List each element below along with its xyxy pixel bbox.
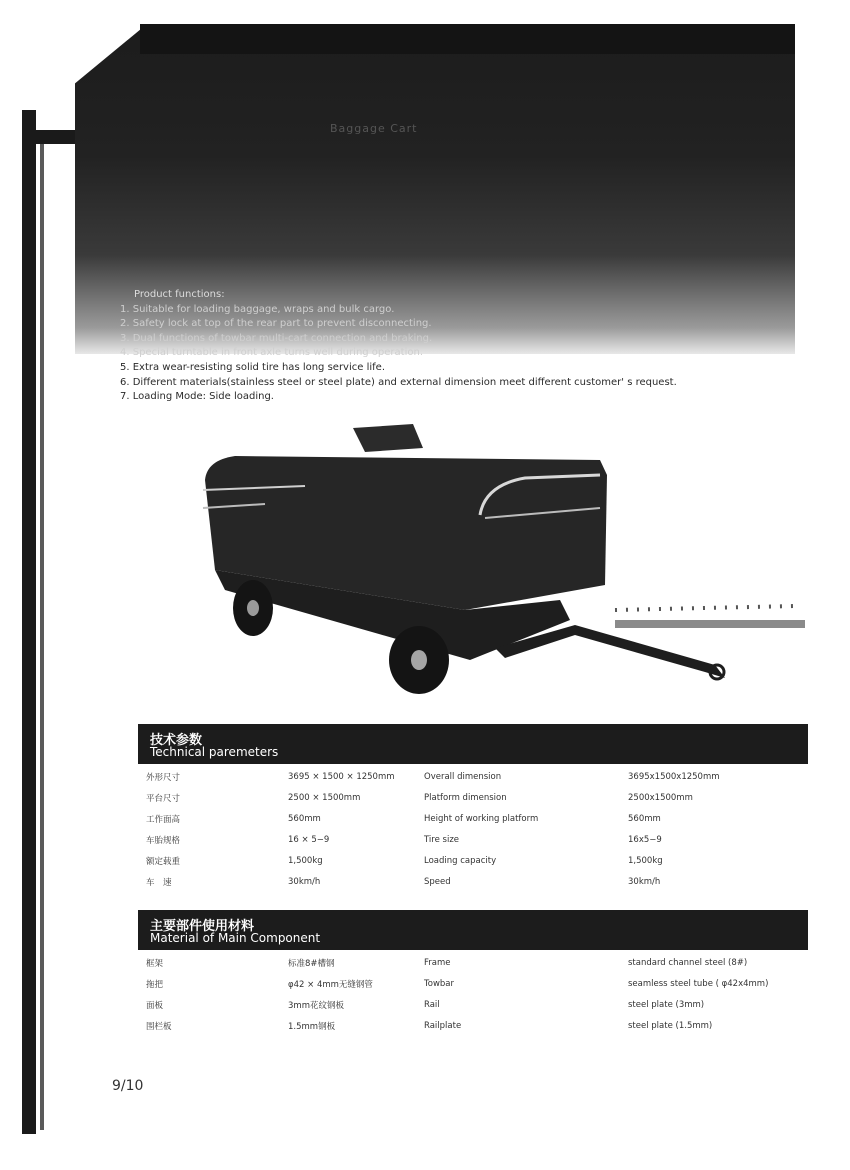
features-title: Product functions: bbox=[134, 289, 225, 300]
material-header bbox=[138, 910, 808, 950]
param-cn: 平台尺寸 bbox=[146, 793, 181, 804]
param-en-value: 1,500kg bbox=[628, 855, 663, 866]
material-en: Rail bbox=[424, 999, 440, 1010]
param-en: Speed bbox=[424, 876, 451, 887]
param-cn: 车 速 bbox=[146, 877, 172, 888]
param-en-value: 30km/h bbox=[628, 876, 661, 887]
baggage-cart-illustration bbox=[195, 420, 815, 720]
table-row bbox=[146, 1015, 786, 1036]
material-en: Towbar bbox=[424, 978, 454, 989]
table-row bbox=[146, 787, 786, 808]
feature-item: 7. Loading Mode: Side loading. bbox=[120, 391, 274, 403]
material-cn-value: 1.5mm钢板 bbox=[288, 1021, 336, 1032]
material-cn-value: φ42 × 4mm无缝钢管 bbox=[288, 979, 373, 990]
param-cn: 工作面高 bbox=[146, 814, 181, 825]
param-en-value: 2500x1500mm bbox=[628, 792, 693, 803]
material-en-value: steel plate (1.5mm) bbox=[628, 1020, 713, 1031]
technical-parameters-header bbox=[138, 724, 808, 764]
material-cn: 围栏板 bbox=[146, 1021, 172, 1032]
param-cn: 外形尺寸 bbox=[146, 772, 181, 783]
table-row bbox=[146, 808, 786, 829]
material-table bbox=[146, 952, 786, 1036]
param-cn: 车胎规格 bbox=[146, 835, 181, 846]
param-cn-value: 16 × 5−9 bbox=[288, 834, 330, 845]
feature-item: 1. Suitable for loading baggage, wraps and bulk cargo. bbox=[120, 303, 395, 315]
left-frame-arm bbox=[36, 130, 76, 144]
material-en-value: standard channel steel (8#) bbox=[628, 957, 748, 968]
left-frame-bar bbox=[22, 110, 36, 1134]
header-caption: Baggage Cart bbox=[330, 122, 418, 135]
param-cn-value: 30km/h bbox=[288, 876, 321, 887]
param-en: Platform dimension bbox=[424, 792, 507, 803]
material-cn: 拖把 bbox=[146, 979, 164, 990]
table-row bbox=[146, 952, 786, 973]
material-cn: 面板 bbox=[146, 1000, 164, 1011]
feature-item: 3. Dual functions of towbar multi-cart connection and braking. bbox=[120, 332, 433, 344]
baggage-cart-photo bbox=[195, 420, 815, 720]
material-title-cn: 主要部件使用材料 bbox=[150, 919, 255, 934]
material-en-value: steel plate (3mm) bbox=[628, 999, 705, 1010]
param-cn-value: 1,500kg bbox=[288, 855, 323, 866]
param-cn-value: 560mm bbox=[288, 813, 321, 824]
material-cn-value: 3mm花纹钢板 bbox=[288, 1000, 344, 1011]
product-functions bbox=[120, 288, 720, 405]
table-row bbox=[146, 871, 786, 892]
param-en: Overall dimension bbox=[424, 771, 502, 782]
table-row bbox=[146, 829, 786, 850]
table-row bbox=[146, 973, 786, 994]
table-row bbox=[146, 994, 786, 1015]
param-cn-value: 2500 × 1500mm bbox=[288, 792, 361, 803]
left-frame-line bbox=[40, 130, 44, 1130]
header-band bbox=[140, 24, 795, 54]
material-en: Frame bbox=[424, 957, 451, 968]
feature-item: 5. Extra wear-resisting solid tire has long service life. bbox=[120, 361, 385, 373]
material-en-value: seamless steel tube ( φ42x4mm) bbox=[628, 978, 769, 989]
param-en: Loading capacity bbox=[424, 855, 497, 866]
param-cn-value: 3695 × 1500 × 1250mm bbox=[288, 771, 395, 782]
param-en: Height of working platform bbox=[424, 813, 539, 824]
table-row bbox=[146, 766, 786, 787]
material-title-en: Material of Main Component bbox=[150, 931, 321, 945]
feature-item: 4. Special turntable in front axle turns well during operation. bbox=[120, 347, 424, 359]
param-en-value: 16x5−9 bbox=[628, 834, 662, 845]
param-en-value: 560mm bbox=[628, 813, 661, 824]
feature-item: 2. Safety lock at top of the rear part to prevent disconnecting. bbox=[120, 318, 432, 330]
technical-parameters-table bbox=[146, 766, 786, 892]
feature-item: 6. Different materials(stainless steel or steel plate) and external dimension meet different customer' s request. bbox=[120, 376, 677, 388]
material-cn-value: 标准8#槽钢 bbox=[288, 958, 335, 969]
technical-title-cn: 技术参数 bbox=[150, 733, 203, 748]
param-cn: 额定载重 bbox=[146, 856, 181, 867]
material-cn: 框架 bbox=[146, 958, 164, 969]
param-en: Tire size bbox=[424, 834, 460, 845]
page-number: 9/10 bbox=[112, 1078, 144, 1094]
material-en: Railplate bbox=[424, 1020, 462, 1031]
technical-title-en: Technical paremeters bbox=[150, 745, 279, 759]
table-row bbox=[146, 850, 786, 871]
param-en-value: 3695x1500x1250mm bbox=[628, 771, 720, 782]
